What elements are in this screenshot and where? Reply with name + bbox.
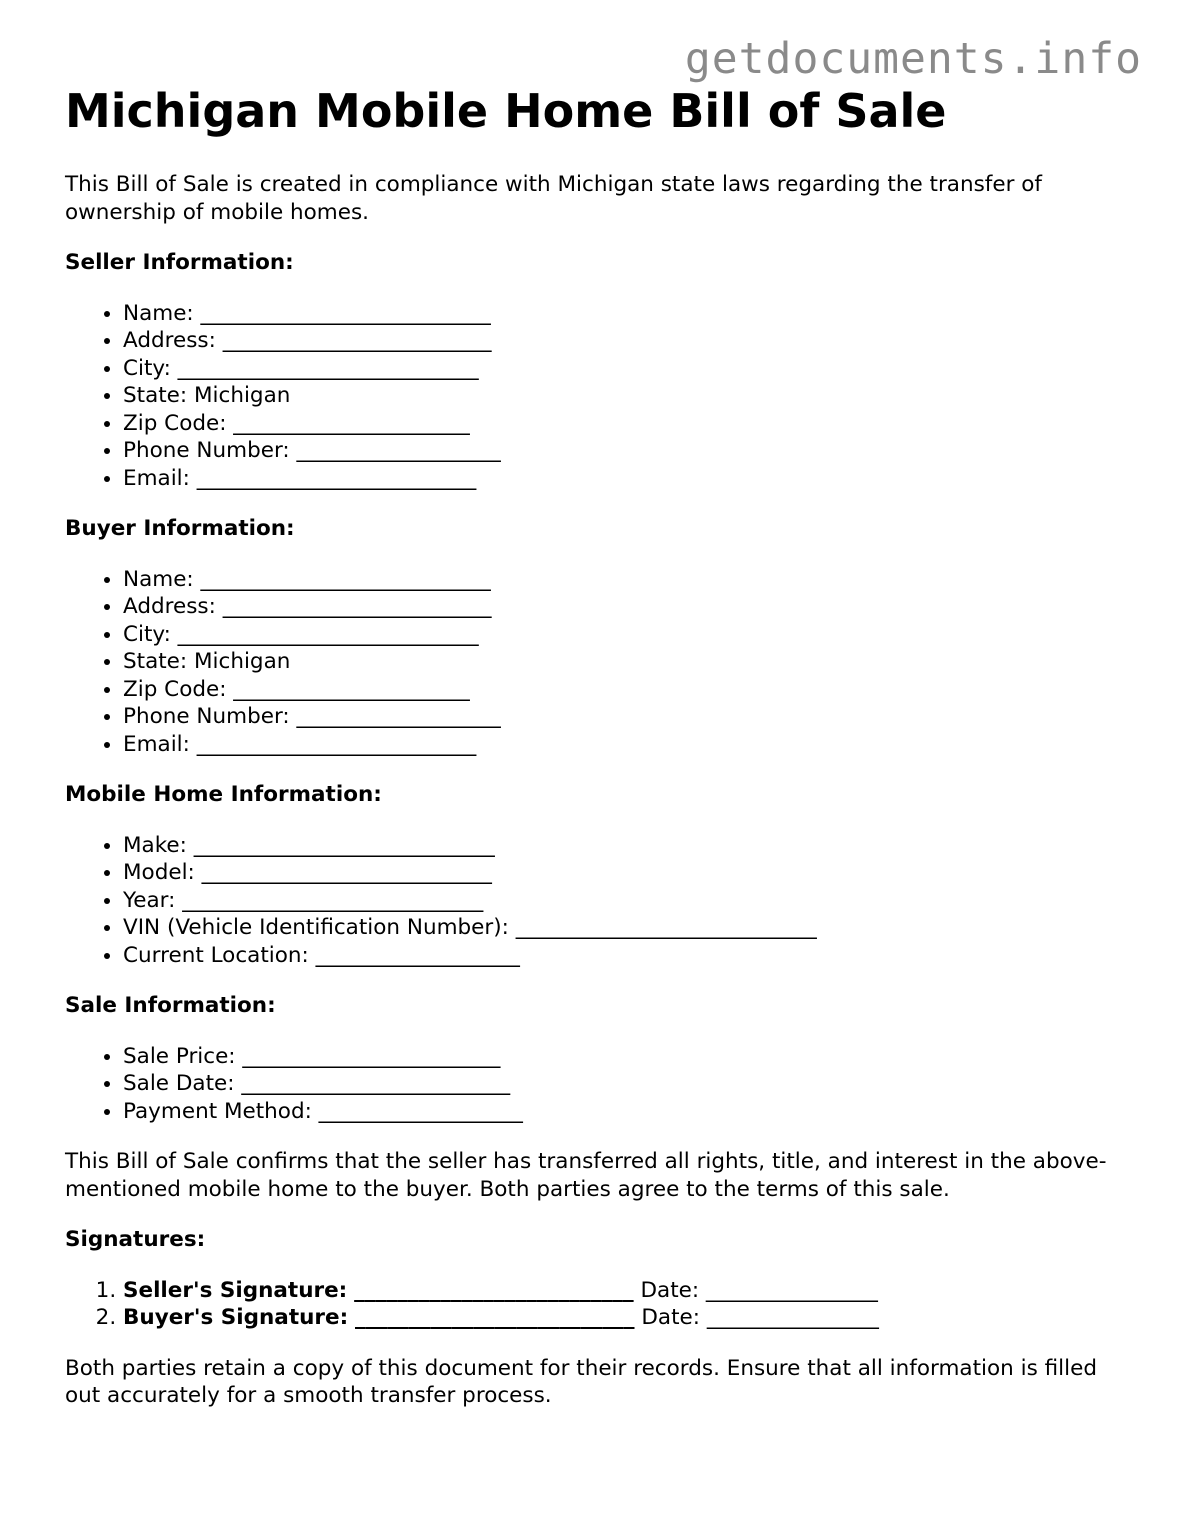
buyer-heading: Buyer Information: bbox=[65, 516, 295, 541]
seller-city-field[interactable]: • City: ____________________________ bbox=[123, 355, 1125, 383]
seller-email-field[interactable]: • Email: __________________________ bbox=[123, 465, 1125, 493]
buyer-phone-field[interactable]: • Phone Number: ___________________ bbox=[123, 703, 1125, 731]
signatures-heading: Signatures: bbox=[65, 1227, 206, 1252]
seller-address-field[interactable]: • Address: _________________________ bbox=[123, 327, 1125, 355]
seller-state-field: • State: Michigan bbox=[123, 382, 1125, 410]
buyer-signature-date[interactable]: Date: ________________ bbox=[641, 1305, 879, 1330]
seller-phone-field[interactable]: • Phone Number: ___________________ bbox=[123, 437, 1125, 465]
sale-heading: Sale Information: bbox=[65, 993, 276, 1018]
sale-price-field[interactable]: • Sale Price: ________________________ bbox=[123, 1043, 1125, 1071]
buyer-address-field[interactable]: • Address: _________________________ bbox=[123, 593, 1125, 621]
buyer-signature-label: Buyer's Signature: bbox=[123, 1305, 349, 1330]
buyer-state-field: • State: Michigan bbox=[123, 648, 1125, 676]
closing-paragraph: Both parties retain a copy of this document for their records. Ensure that all information is filled out accurately for a smooth transfer process. bbox=[65, 1355, 1097, 1408]
intro-paragraph: This Bill of Sale is created in compliance with Michigan state laws regarding the transfer of ownership of mobile homes. bbox=[65, 172, 1042, 225]
buyer-zip-field[interactable]: • Zip Code: ______________________ bbox=[123, 676, 1125, 704]
seller-heading: Seller Information: bbox=[65, 250, 294, 275]
vin-field[interactable]: • VIN (Vehicle Identification Number): ____________________________ bbox=[123, 914, 1125, 942]
sale-fields bbox=[65, 1043, 1125, 1126]
document-page bbox=[65, 84, 1125, 1410]
sale-date-field[interactable]: • Sale Date: _________________________ bbox=[123, 1070, 1125, 1098]
buyer-signature-line[interactable]: __________________________ bbox=[355, 1305, 635, 1330]
signature-list bbox=[65, 1277, 1125, 1332]
document-title: Michigan Mobile Home Bill of Sale bbox=[65, 84, 947, 138]
seller-fields bbox=[65, 300, 1125, 493]
seller-zip-field[interactable]: • Zip Code: ______________________ bbox=[123, 410, 1125, 438]
seller-signature-row bbox=[123, 1277, 1125, 1305]
watermark: getdocuments.info bbox=[684, 34, 1142, 84]
current-location-field[interactable]: • Current Location: ___________________ bbox=[123, 942, 1125, 970]
mobile-home-fields bbox=[65, 832, 1125, 970]
confirmation-paragraph: This Bill of Sale confirms that the seller has transferred all rights, title, and interest in the above-mentioned mobile home to the buyer. Both parties agree to the terms of this sale. bbox=[65, 1149, 1107, 1202]
year-field[interactable]: • Year: ____________________________ bbox=[123, 887, 1125, 915]
seller-signature-label: Seller's Signature: bbox=[123, 1277, 348, 1303]
payment-method-field[interactable]: • Payment Method: ___________________ bbox=[123, 1098, 1125, 1126]
seller-signature-line[interactable]: __________________________ bbox=[354, 1277, 634, 1303]
seller-name-field[interactable]: • Name: ___________________________ bbox=[123, 300, 1125, 328]
buyer-signature-row bbox=[123, 1304, 1125, 1332]
buyer-email-field[interactable]: • Email: __________________________ bbox=[123, 731, 1125, 759]
make-field[interactable]: • Make: ____________________________ bbox=[123, 832, 1125, 860]
buyer-name-field[interactable]: • Name: ___________________________ bbox=[123, 566, 1125, 594]
seller-signature-date[interactable]: Date: ________________ bbox=[640, 1277, 878, 1303]
buyer-city-field[interactable]: • City: ____________________________ bbox=[123, 621, 1125, 649]
mobile-home-heading: Mobile Home Information: bbox=[65, 782, 382, 807]
buyer-fields bbox=[65, 566, 1125, 759]
model-field[interactable]: • Model: ___________________________ bbox=[123, 859, 1125, 887]
